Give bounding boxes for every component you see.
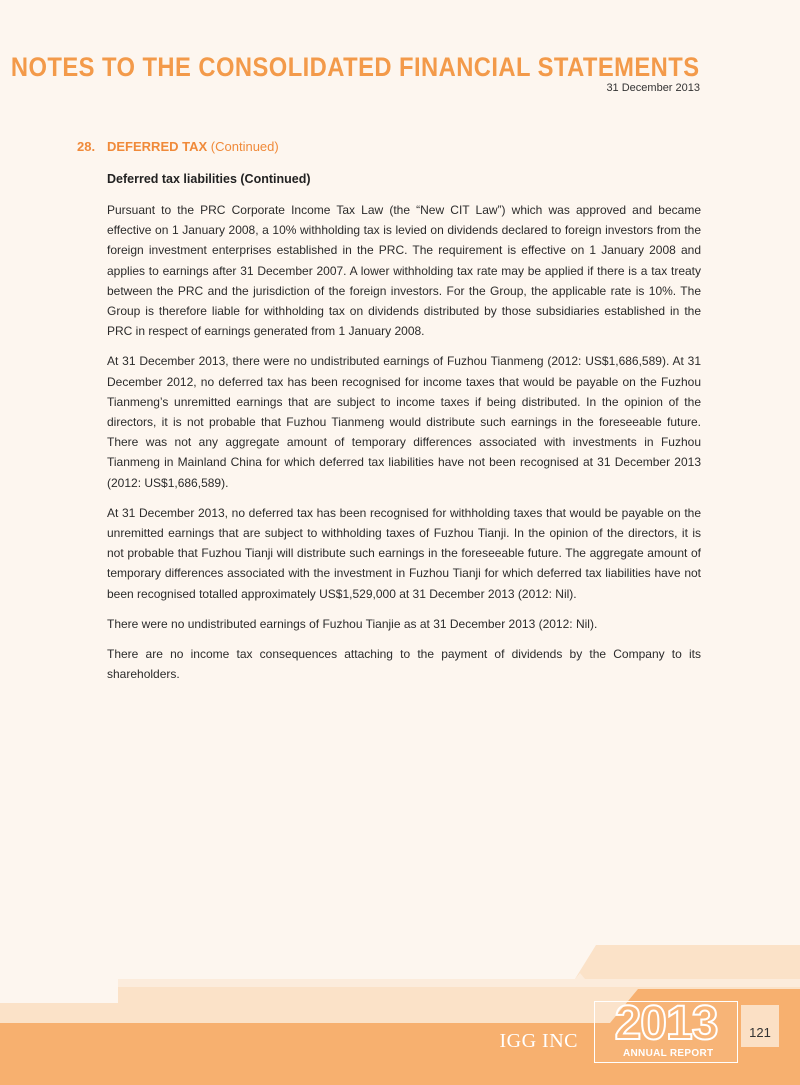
body-text xyxy=(107,200,701,694)
footer xyxy=(0,945,800,1085)
paragraph: Pursuant to the PRC Corporate Income Tax Law (the “New CIT Law”) which was approved and became effective on 1 January 2008, a 10% withholding tax is levied on dividends declared to foreign investors from the foreign investment enterprises established in the PRC. The requirement is effective on 1 January 2008 and applies to earnings after 31 December 2007. A lower withholding tax rate may be applied if there is a tax treaty between the PRC and the jurisdiction of the foreign investors. For the Group, the applicable rate is 10%. The Group is therefore liable for withholding tax on dividends distributed by those subsidiaries established in the PRC in respect of earnings generated from 1 January 2008. xyxy=(107,203,701,339)
page-title: NOTES TO THE CONSOLIDATED FINANCIAL STATEMENTS xyxy=(11,52,700,82)
section-title: DEFERRED TAX xyxy=(107,139,208,154)
annual-report-logo xyxy=(594,997,738,1063)
paragraph: At 31 December 2013, there were no undistributed earnings of Fuzhou Tianmeng (2012: US$1,686,589). At 31 December 2012, no deferred tax has been recognised for income taxes that would be payable on the Fuzhou Tianmeng’s unremitted earnings that are subject to income taxes if being distributed. In the opinion of the directors, it is not probable that Fuzhou Tianmeng would distribute such earnings in the foreseeable future. There was not any aggregate amount of temporary differences associated with investments in Fuzhou Tianmeng in Mainland China for which deferred tax liabilities have not been recognised at 31 December 2013 (2012: US$1,686,589). xyxy=(107,354,701,490)
section-number: 28. xyxy=(77,139,96,154)
logo-year: 2013 xyxy=(614,997,718,1050)
sub-heading: Deferred tax liabilities (Continued) xyxy=(107,172,311,186)
paragraph: There are no income tax consequences attaching to the payment of dividends by the Company to its shareholders. xyxy=(107,647,701,682)
logo-subtitle: ANNUAL REPORT xyxy=(623,1048,714,1059)
page-number: 121 xyxy=(749,1025,771,1040)
paragraph: There were no undistributed earnings of Fuzhou Tianjie as at 31 December 2013 (2012: Nil). xyxy=(107,616,598,631)
company-name: IGG INC xyxy=(499,1030,578,1052)
section-heading xyxy=(77,139,279,154)
section-continued: (Continued) xyxy=(210,139,279,154)
page-date: 31 December 2013 xyxy=(606,82,700,94)
paragraph: At 31 December 2013, no deferred tax has been recognised for withholding taxes that would be payable on the unremitted earnings that are subject to withholding taxes of Fuzhou Tianji. In the opinion of the directors, it is not probable that Fuzhou Tianji will distribute such earnings in the foreseeable future. The aggregate amount of temporary differences associated with the investment in Fuzhou Tianji for which deferred tax liabilities have not been recognised totalled approximately US$1,529,000 at 31 December 2013 (2012: Nil). xyxy=(107,505,701,601)
